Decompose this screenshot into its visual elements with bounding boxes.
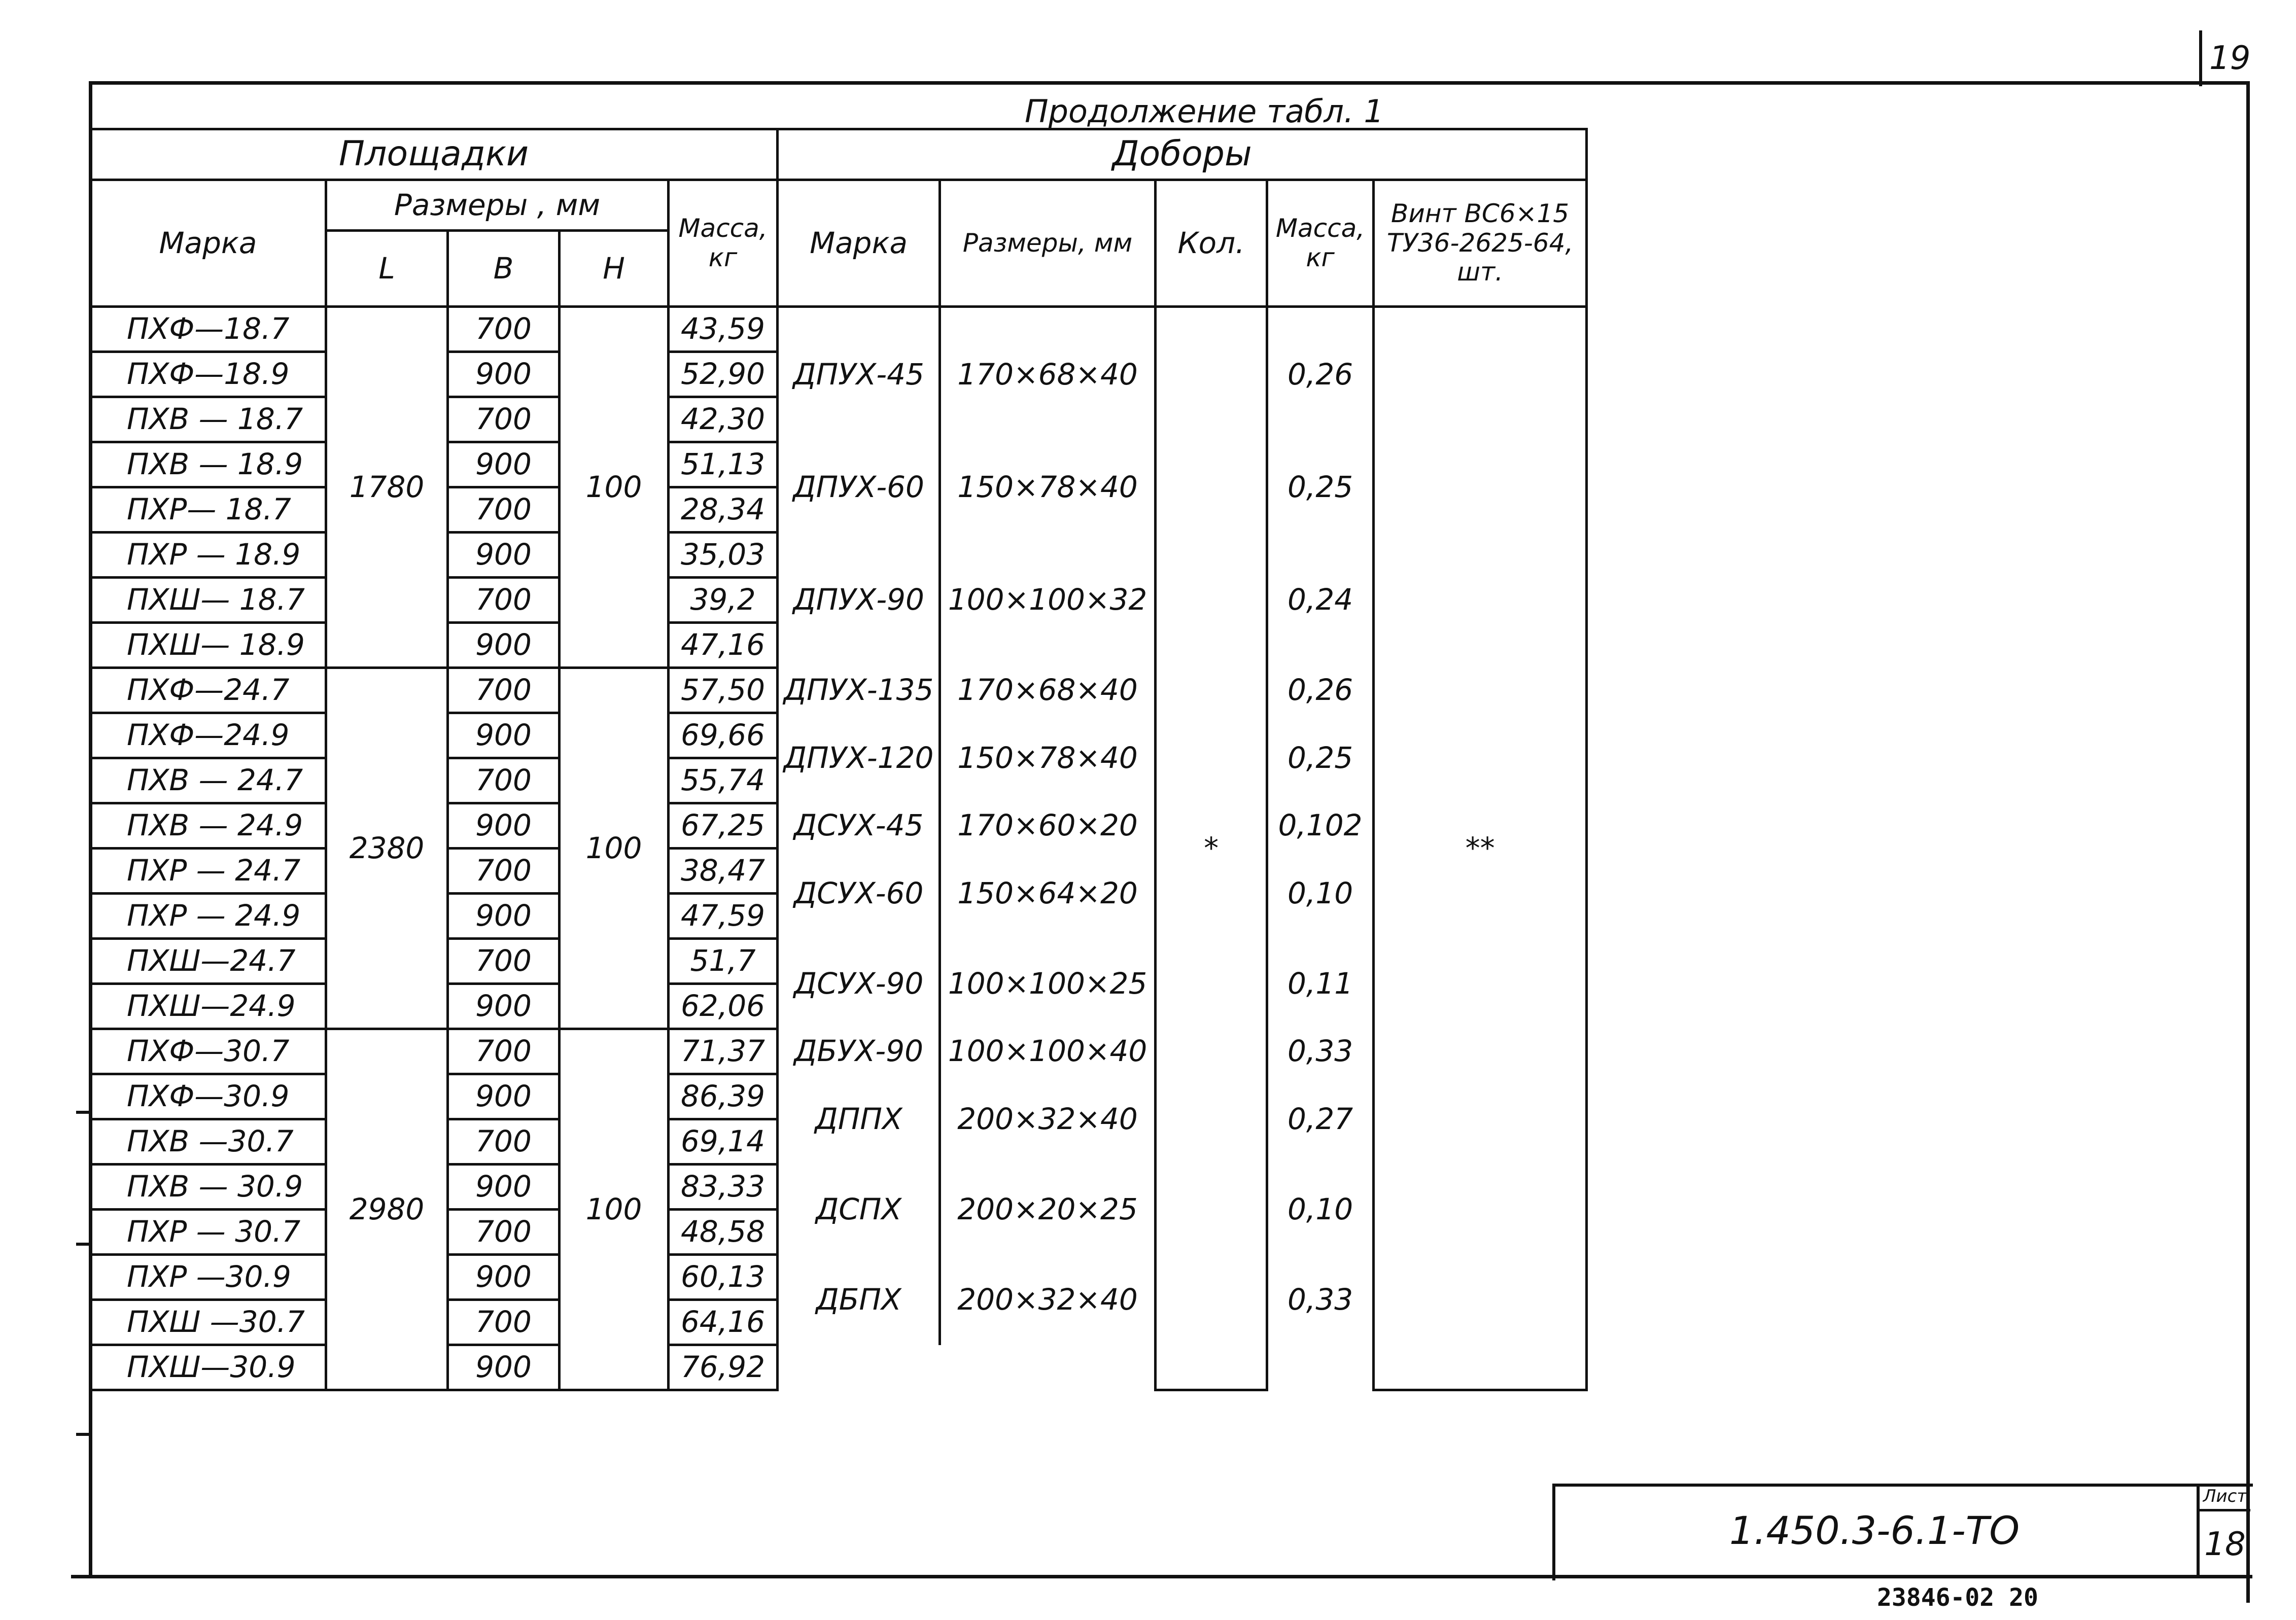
row-mass: 55,74 bbox=[669, 758, 778, 803]
row-mass: 62,06 bbox=[669, 984, 778, 1029]
row-mass: 86,39 bbox=[669, 1074, 778, 1119]
row-mass: 47,16 bbox=[669, 623, 778, 668]
addon-mark: ДПУХ-90 bbox=[778, 533, 940, 668]
frame-top-line bbox=[89, 81, 2250, 85]
row-L: 2380 bbox=[326, 668, 448, 1029]
row-B: 700 bbox=[448, 487, 560, 533]
row-mass: 43,59 bbox=[669, 307, 778, 352]
row-L: 2980 bbox=[326, 1029, 448, 1390]
row-mass: 67,25 bbox=[669, 803, 778, 849]
addon-size: 150×78×40 bbox=[940, 713, 1156, 803]
row-B: 700 bbox=[448, 1300, 560, 1345]
addon-mass: 0,24 bbox=[1267, 533, 1374, 668]
addon-mark: ДСУХ-60 bbox=[778, 849, 940, 939]
table-row bbox=[90, 939, 1587, 984]
header-addon-mark: Марка bbox=[778, 180, 940, 307]
row-mark: ПХР — 24.9 bbox=[90, 894, 326, 939]
row-mass: 51,13 bbox=[669, 442, 778, 487]
header-platforms: Площадки bbox=[90, 129, 778, 180]
header-addons: Доборы bbox=[778, 129, 1587, 180]
header-mark: Марка bbox=[90, 180, 326, 307]
row-mark: ПХР — 18.9 bbox=[90, 533, 326, 578]
row-mark: ПХФ—30.7 bbox=[90, 1029, 326, 1074]
table-row bbox=[90, 803, 1587, 849]
row-mark: ПХФ—24.9 bbox=[90, 713, 326, 758]
row-mass: 71,37 bbox=[669, 1029, 778, 1074]
row-mass: 52,90 bbox=[669, 352, 778, 397]
table-row bbox=[90, 533, 1587, 578]
addon-size: 200×32×40 bbox=[940, 1255, 1156, 1345]
row-B: 900 bbox=[448, 1255, 560, 1300]
table-row bbox=[90, 1345, 1587, 1390]
sheet-box bbox=[2197, 1484, 2250, 1577]
row-mass: 57,50 bbox=[669, 668, 778, 713]
addon-mark: ДПУХ-135 bbox=[778, 668, 940, 713]
row-mark: ПХФ—18.7 bbox=[90, 307, 326, 352]
row-mark: ПХВ — 30.9 bbox=[90, 1165, 326, 1210]
addon-mark: ДПУХ-45 bbox=[778, 307, 940, 442]
row-mass: 69,66 bbox=[669, 713, 778, 758]
specification-table bbox=[89, 128, 1588, 1391]
header-L: L bbox=[326, 231, 448, 307]
row-mark: ПХШ— 18.7 bbox=[90, 578, 326, 623]
row-B: 700 bbox=[448, 1029, 560, 1074]
header-H: H bbox=[560, 231, 669, 307]
header-sizes: Размеры , мм bbox=[326, 180, 669, 231]
addon-mark: ДБУХ-90 bbox=[778, 1029, 940, 1074]
addon-mass: 0,27 bbox=[1267, 1074, 1374, 1165]
row-B: 700 bbox=[448, 578, 560, 623]
row-mark: ПХВ — 24.9 bbox=[90, 803, 326, 849]
row-mark: ПХВ — 18.9 bbox=[90, 442, 326, 487]
table-row bbox=[90, 668, 1587, 713]
row-B: 900 bbox=[448, 803, 560, 849]
row-mass: 51,7 bbox=[669, 939, 778, 984]
row-B: 900 bbox=[448, 442, 560, 487]
row-mark: ПХР — 24.7 bbox=[90, 849, 326, 894]
row-mass: 39,2 bbox=[669, 578, 778, 623]
addon-mark: ДПУХ-120 bbox=[778, 713, 940, 803]
table-row bbox=[90, 307, 1587, 352]
row-mass: 47,59 bbox=[669, 894, 778, 939]
header-screw: Винт ВС6×15 ТУ36-2625-64, шт. bbox=[1374, 180, 1587, 307]
row-B: 700 bbox=[448, 758, 560, 803]
row-H: 100 bbox=[560, 668, 669, 1029]
table-row bbox=[90, 713, 1587, 758]
row-mark: ПХВ — 18.7 bbox=[90, 397, 326, 442]
row-B: 700 bbox=[448, 849, 560, 894]
addon-mass: 0,102 bbox=[1267, 803, 1374, 849]
header-qty: Кол. bbox=[1156, 180, 1267, 307]
addon-mark: ДППХ bbox=[778, 1074, 940, 1165]
row-B: 900 bbox=[448, 533, 560, 578]
addon-mass: 0,10 bbox=[1267, 849, 1374, 939]
table-row bbox=[90, 1029, 1587, 1074]
row-B: 700 bbox=[448, 668, 560, 713]
addon-size: 150×78×40 bbox=[940, 442, 1156, 533]
row-mark: ПХШ —30.7 bbox=[90, 1300, 326, 1345]
row-mark: ПХР — 30.7 bbox=[90, 1210, 326, 1255]
table-row bbox=[90, 849, 1587, 894]
row-mark: ПХВ —30.7 bbox=[90, 1119, 326, 1165]
addon-size: 200×32×40 bbox=[940, 1074, 1156, 1165]
document-code: 1.450.3-6.1-ТО bbox=[1729, 1508, 2020, 1553]
frame-right-line bbox=[2246, 81, 2250, 1603]
addon-size: 100×100×40 bbox=[940, 1029, 1156, 1074]
row-B: 700 bbox=[448, 1210, 560, 1255]
header-addon-mass: Масса, кг bbox=[1267, 180, 1374, 307]
sheet-label: Лист bbox=[2200, 1484, 2250, 1511]
inventory-number: 23846-02 20 bbox=[1877, 1583, 2038, 1612]
row-mass: 48,58 bbox=[669, 1210, 778, 1255]
table-row bbox=[90, 1255, 1587, 1300]
table-row bbox=[90, 442, 1587, 487]
row-B: 900 bbox=[448, 1165, 560, 1210]
row-mass: 83,33 bbox=[669, 1165, 778, 1210]
row-L: 1780 bbox=[326, 307, 448, 668]
row-mark: ПХР —30.9 bbox=[90, 1255, 326, 1300]
row-mark: ПХШ—24.7 bbox=[90, 939, 326, 984]
row-mark: ПХР— 18.7 bbox=[90, 487, 326, 533]
addon-qty: * bbox=[1156, 307, 1267, 1390]
row-mass: 69,14 bbox=[669, 1119, 778, 1165]
table-row bbox=[90, 1165, 1587, 1210]
row-mark: ПХВ — 24.7 bbox=[90, 758, 326, 803]
addon-mass: 0,11 bbox=[1267, 939, 1374, 1029]
margin-tick bbox=[76, 1433, 91, 1436]
row-B: 900 bbox=[448, 984, 560, 1029]
addon-size: 100×100×25 bbox=[940, 939, 1156, 1029]
row-mass: 28,34 bbox=[669, 487, 778, 533]
row-mass: 64,16 bbox=[669, 1300, 778, 1345]
addon-mass: 0,25 bbox=[1267, 713, 1374, 803]
header-addon-sizes: Размеры, мм bbox=[940, 180, 1156, 307]
row-mark: ПХШ—24.9 bbox=[90, 984, 326, 1029]
row-mark: ПХШ— 18.9 bbox=[90, 623, 326, 668]
row-H: 100 bbox=[560, 307, 669, 668]
row-H: 100 bbox=[560, 1029, 669, 1390]
addon-mark: ДСПХ bbox=[778, 1165, 940, 1255]
addon-mark: ДСУХ-90 bbox=[778, 939, 940, 1029]
addon-size: 100×100×32 bbox=[940, 533, 1156, 668]
row-mark: ПХШ—30.9 bbox=[90, 1345, 326, 1390]
addon-mass: 0,33 bbox=[1267, 1029, 1374, 1074]
addon-size: 170×68×40 bbox=[940, 307, 1156, 442]
addon-mass: 0,10 bbox=[1267, 1165, 1374, 1255]
addon-mark: ДПУХ-60 bbox=[778, 442, 940, 533]
row-B: 700 bbox=[448, 939, 560, 984]
addon-mass: 0,33 bbox=[1267, 1255, 1374, 1345]
sheet-number: 18 bbox=[2204, 1526, 2246, 1563]
page-number: 19 bbox=[2199, 30, 2255, 86]
row-mass: 76,92 bbox=[669, 1345, 778, 1390]
row-B: 700 bbox=[448, 1119, 560, 1165]
row-mark: ПХФ—18.9 bbox=[90, 352, 326, 397]
addon-mass: 0,26 bbox=[1267, 668, 1374, 713]
addon-size: 200×20×25 bbox=[940, 1165, 1156, 1255]
row-B: 900 bbox=[448, 623, 560, 668]
addon-mark: ДБПХ bbox=[778, 1255, 940, 1345]
header-mass: Масса, кг bbox=[669, 180, 778, 307]
addon-size: 170×60×20 bbox=[940, 803, 1156, 849]
addon-size: 150×64×20 bbox=[940, 849, 1156, 939]
row-B: 900 bbox=[448, 352, 560, 397]
addon-mass: 0,25 bbox=[1267, 442, 1374, 533]
header-B: B bbox=[448, 231, 560, 307]
table-row bbox=[90, 180, 1587, 231]
addon-mass: 0,26 bbox=[1267, 307, 1374, 442]
row-mass: 42,30 bbox=[669, 397, 778, 442]
addon-mark: ДСУХ-45 bbox=[778, 803, 940, 849]
addon-screw: ** bbox=[1374, 307, 1587, 1390]
addon-size: 170×68×40 bbox=[940, 668, 1156, 713]
row-mark: ПХФ—30.9 bbox=[90, 1074, 326, 1119]
row-mass: 35,03 bbox=[669, 533, 778, 578]
row-mass: 60,13 bbox=[669, 1255, 778, 1300]
continuation-caption: Продолжение табл. 1 bbox=[1025, 93, 1384, 130]
table-row bbox=[90, 1074, 1587, 1119]
row-B: 900 bbox=[448, 713, 560, 758]
row-mass: 38,47 bbox=[669, 849, 778, 894]
row-B: 900 bbox=[448, 1345, 560, 1390]
row-B: 700 bbox=[448, 307, 560, 352]
row-B: 700 bbox=[448, 397, 560, 442]
row-mark: ПХФ—24.7 bbox=[90, 668, 326, 713]
row-B: 900 bbox=[448, 1074, 560, 1119]
row-B: 900 bbox=[448, 894, 560, 939]
table-row bbox=[90, 129, 1587, 180]
